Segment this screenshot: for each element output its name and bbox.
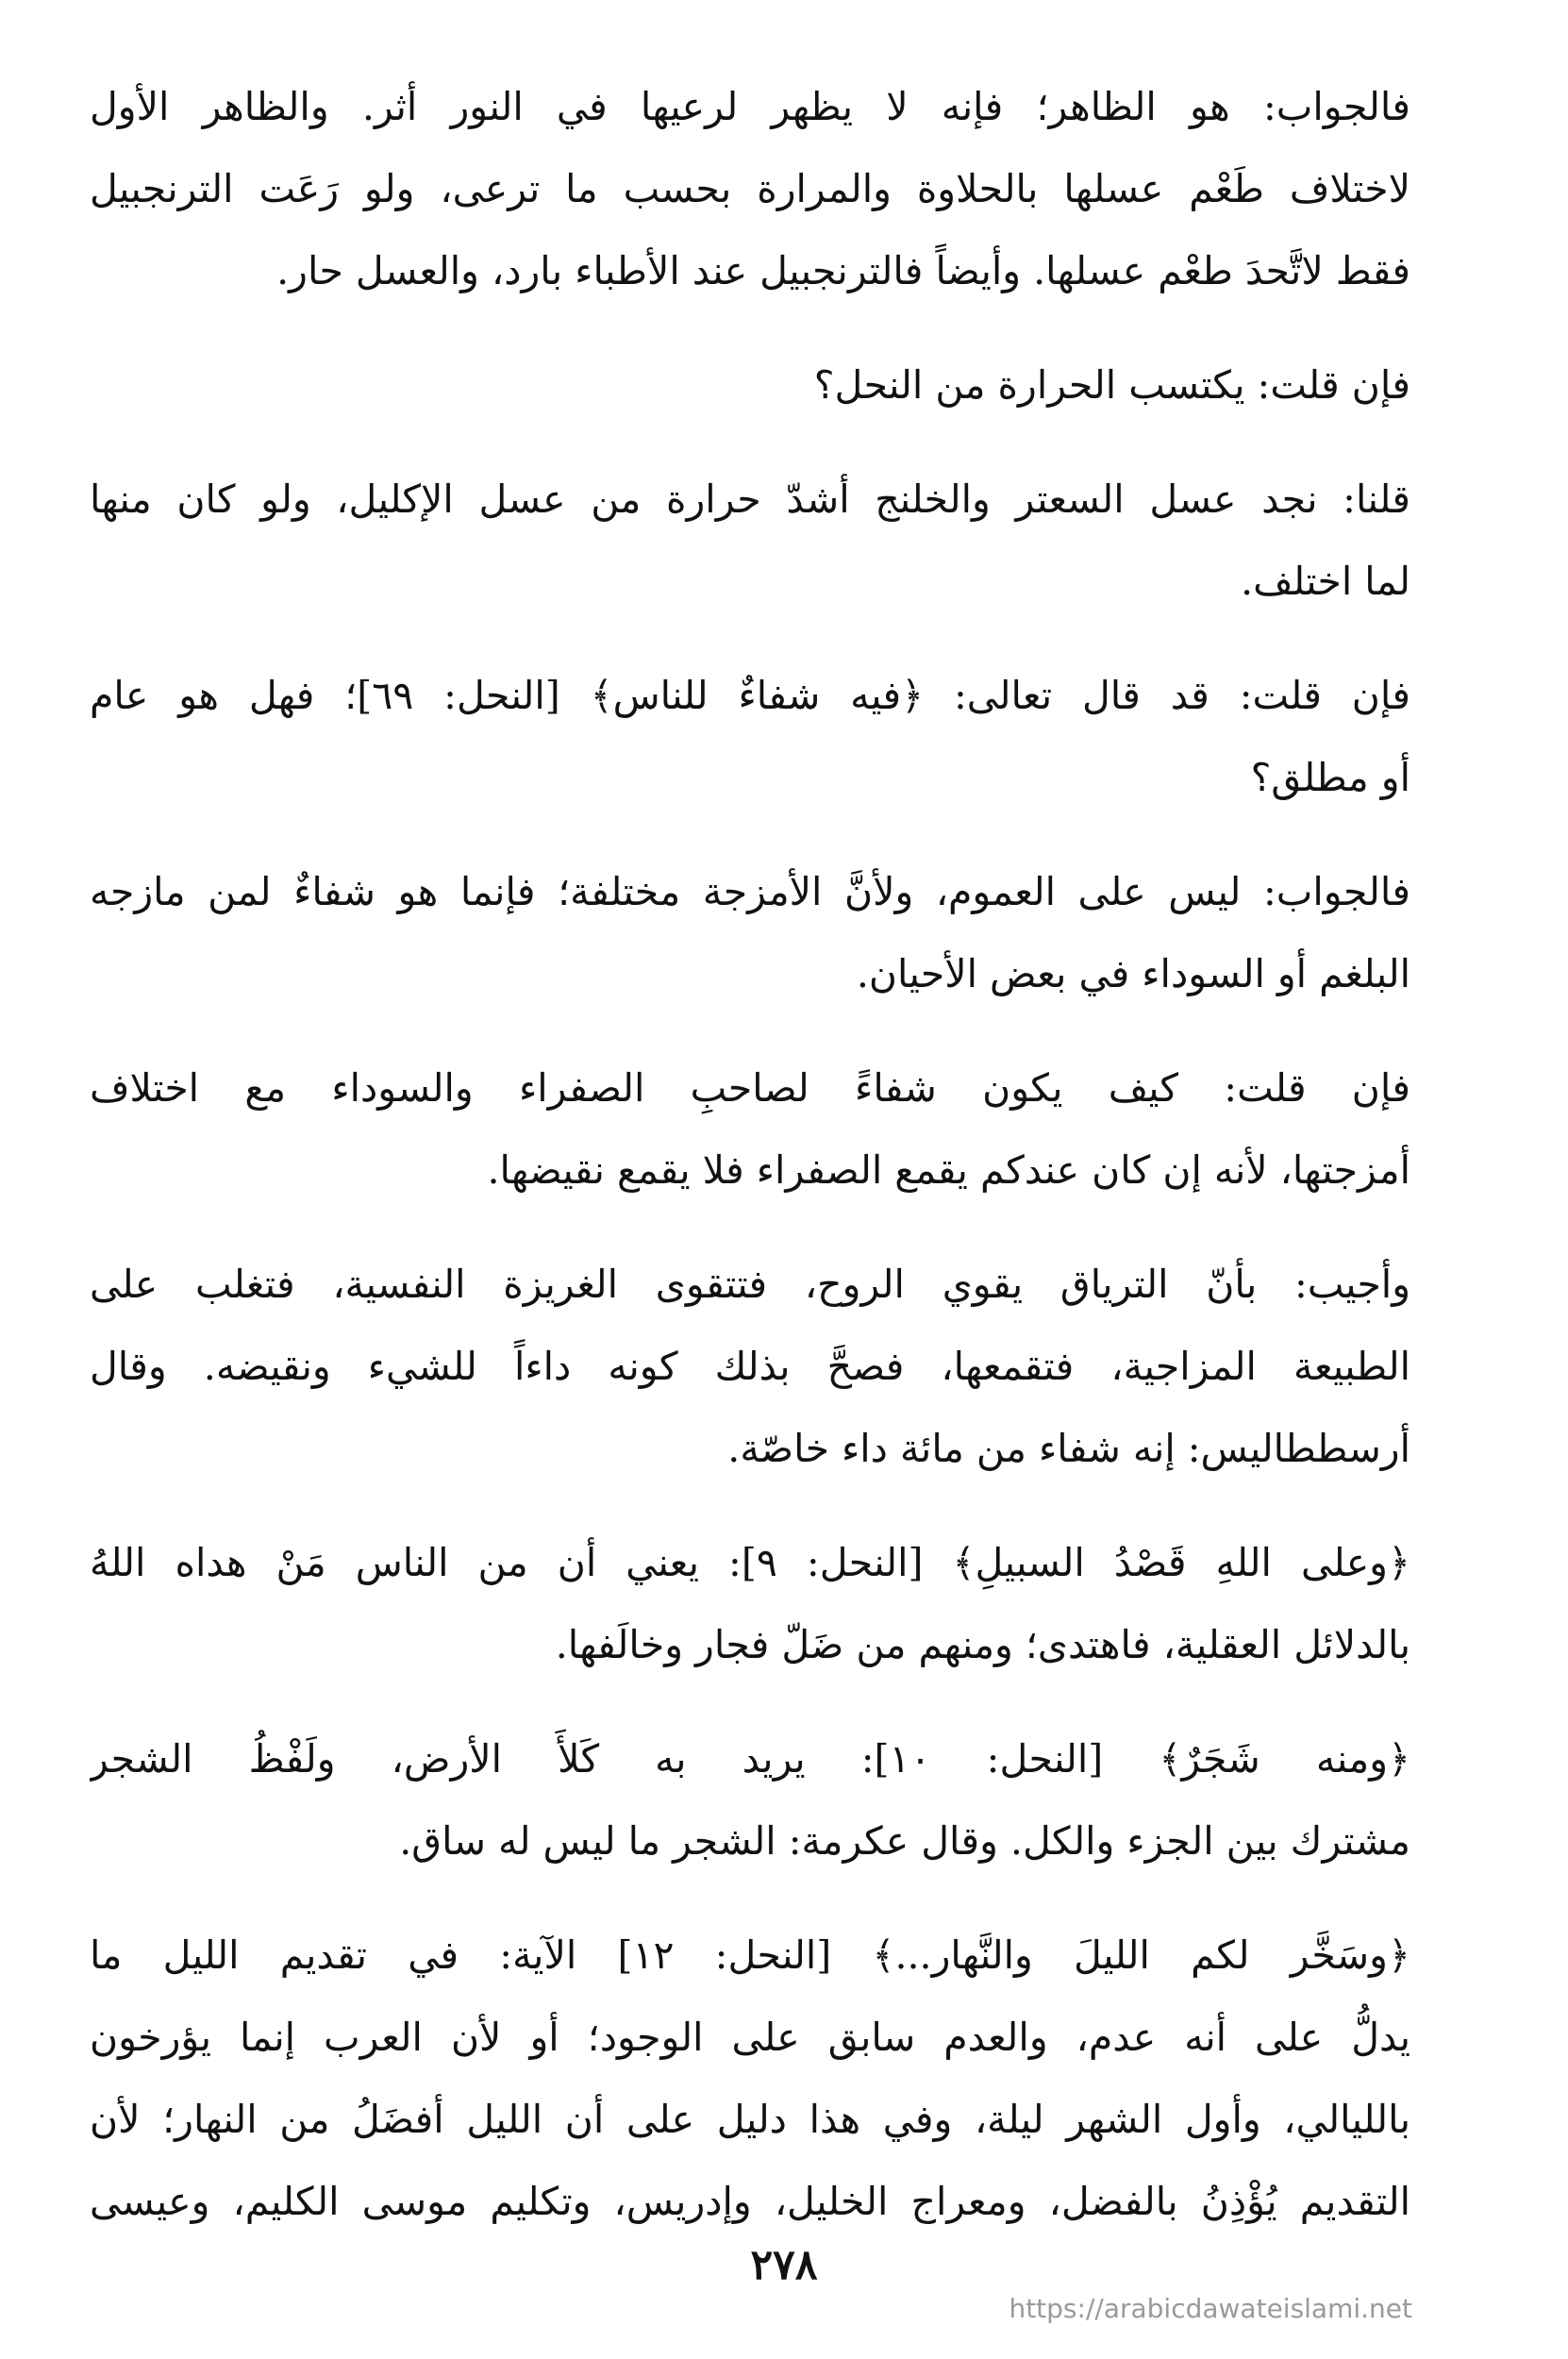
text-line: فالجواب: ليس على العموم، ولأنَّ الأمزجة مختلفة؛ فإنما هو شفاءٌ لمن مازجه xyxy=(90,869,1410,914)
text-line: فالجواب: هو الظاهر؛ فإنه لا يظهر لرعيها في النور أثر. والظاهر الأول xyxy=(90,84,1410,129)
text-line: أو مطلق؟ xyxy=(1250,755,1410,800)
paragraph-4 xyxy=(90,655,1410,819)
page-number: ٢٧٨ xyxy=(750,2241,818,2289)
text-line: ﴿ومنه شَجَرٌ﴾ [النحل: ١٠]: يريد به كَلأَ الأرض، ولَفْظُ الشجر xyxy=(90,1736,1410,1782)
watermark-url: https://arabicdawateislami.net xyxy=(1009,2293,1412,2324)
paragraph-9 xyxy=(90,1718,1410,1882)
text-line: أمزجتها، لأنه إن كان عندكم يقمع الصفراء فلا يقمع نقيضها. xyxy=(487,1147,1410,1193)
paragraph-5 xyxy=(90,851,1410,1015)
text-line: بالليالي، وأول الشهر ليلة، وفي هذا دليل على أن الليل أفضَلُ من النهار؛ لأن xyxy=(90,2097,1410,2142)
paragraph-8 xyxy=(90,1522,1410,1686)
page-text xyxy=(90,66,1410,2265)
text-line: لاختلاف طَعْم عسلها بالحلاوة والمرارة بحسب ما ترعى، ولو رَعَت الترنجبيل xyxy=(90,166,1410,211)
text-line: مشترك بين الجزء والكل. وقال عكرمة: الشجر ما ليس له ساق. xyxy=(399,1818,1410,1864)
text-line: يدلُّ على أنه عدم، والعدم سابق على الوجود؛ أو لأن العرب إنما يؤرخون xyxy=(90,2015,1410,2060)
text-line: فإن قلت: يكتسب الحرارة من النحل؟ xyxy=(813,362,1410,408)
paragraph-3 xyxy=(90,459,1410,623)
text-line: وأجيب: بأنّ الترياق يقوي الروح، فتتقوى الغريزة النفسية، فتغلب على xyxy=(90,1262,1410,1307)
paragraph-2 xyxy=(90,344,1410,427)
paragraph-6 xyxy=(90,1047,1410,1212)
text-line: فقط لاتَّحدَ طعْم عسلها. وأيضاً فالترنجبيل عند الأطباء بارد، والعسل حار. xyxy=(276,248,1410,293)
text-line: أرسططاليس: إنه شفاء من مائة داء خاصّة. xyxy=(727,1426,1410,1471)
text-line: فإن قلت: كيف يكون شفاءً لصاحبِ الصفراء والسوداء مع اختلاف xyxy=(90,1065,1410,1111)
text-line: التقديم يُؤْذِنُ بالفضل، ومعراج الخليل، وإدريس، وتكليم موسى الكليم، وعيسى xyxy=(90,2179,1410,2224)
text-line: فإن قلت: قد قال تعالى: ﴿فيه شفاءٌ للناس﴾ [النحل: ٦٩]؛ فهل هو عام xyxy=(90,673,1410,718)
text-line: لما اختلف. xyxy=(1241,559,1410,604)
text-line: بالدلائل العقلية، فاهتدى؛ ومنهم من ضَلّ فجار وخالَفها. xyxy=(555,1622,1410,1667)
text-line: الطبيعة المزاجية، فتقمعها، فصحَّ بذلك كونه داءاً للشيء ونقيضه. وقال xyxy=(90,1344,1410,1389)
text-line: ﴿وعلى اللهِ قَصْدُ السبيلِ﴾ [النحل: ٩]: يعني أن من الناس مَنْ هداه اللهُ xyxy=(90,1540,1410,1585)
text-line: قلنا: نجد عسل السعتر والخلنج أشدّ حرارة من عسل الإكليل، ولو كان منها xyxy=(90,477,1410,522)
text-line: البلغم أو السوداء في بعض الأحيان. xyxy=(856,951,1410,996)
text-line: ﴿وسَخَّر لكم الليلَ والنَّهار...﴾ [النحل: ١٢] الآية: في تقديم الليل ما xyxy=(90,1932,1410,1978)
paragraph-1 xyxy=(90,66,1410,312)
paragraph-10 xyxy=(90,1915,1410,2243)
paragraph-7 xyxy=(90,1244,1410,1490)
